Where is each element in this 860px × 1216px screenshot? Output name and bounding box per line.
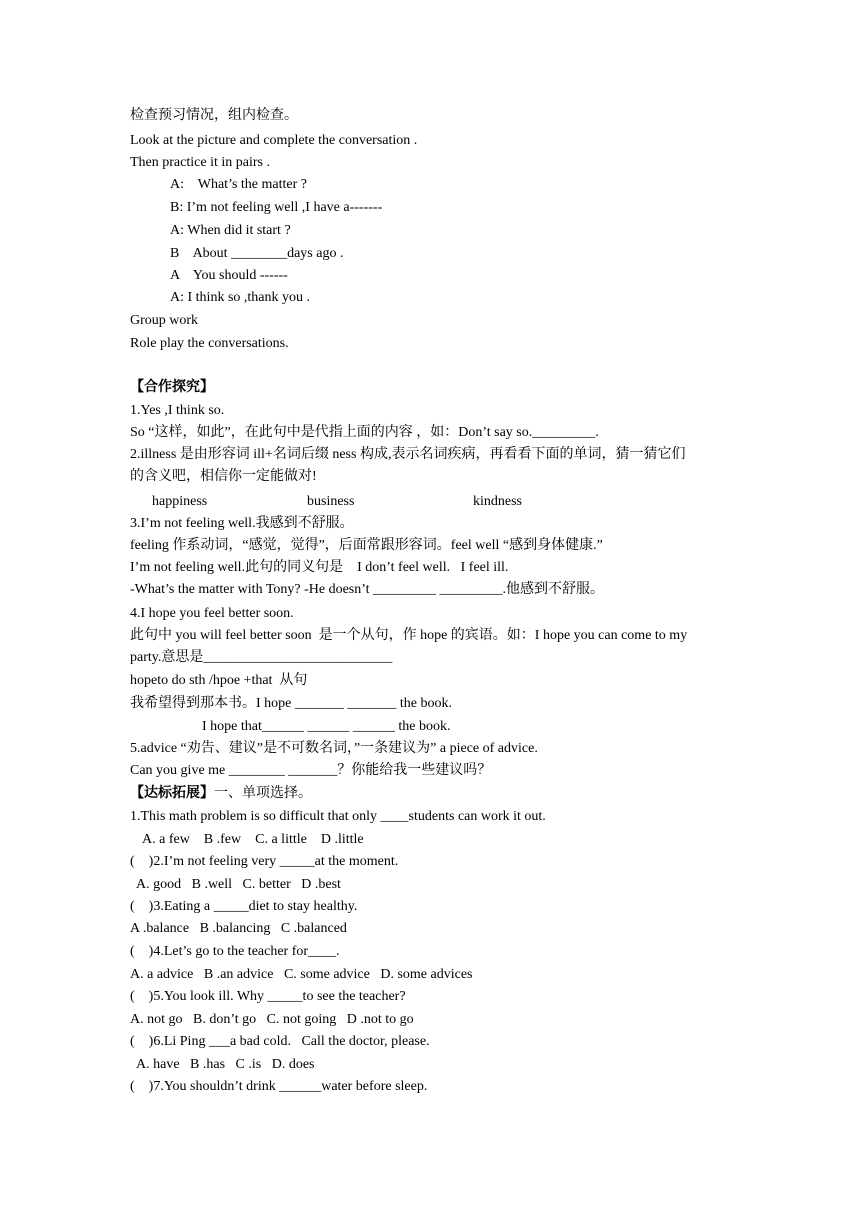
option-line: A. a few B .few C. a little D .little — [142, 832, 364, 847]
instruction-line: Then practice it in pairs . — [130, 155, 270, 170]
exercise-heading-line — [130, 785, 312, 803]
instruction-line: Look at the picture and complete the conversation . — [130, 133, 418, 148]
text-line: Role play the conversations. — [130, 336, 289, 351]
question-line: 1.This math problem is so difficult that only ____students can work it out. — [130, 809, 546, 824]
question-line: ( )3.Eating a _____diet to stay healthy. — [130, 899, 358, 914]
option-line: A .balance B .balancing C .balanced — [130, 921, 347, 936]
text-line: 我希望得到那本书。I hope _______ _______ the book. — [130, 696, 452, 711]
text-line: 的含义吧，相信你一定能做对! — [130, 469, 317, 484]
option-line: A. good B .well C. better D .best — [136, 877, 341, 892]
text-line: 4.I hope you feel better soon. — [130, 606, 294, 621]
dialogue-line: B: I’m not feeling well ,I have a------- — [170, 200, 383, 215]
dialogue-line: B About ________days ago . — [170, 246, 344, 261]
section-heading: 【达标拓展】 — [130, 786, 214, 801]
text-line: 5.advice “劝告、建议”是不可数名词，”一条建议为” a piece of advice. — [130, 741, 538, 756]
section-heading: 【合作探究】 — [130, 380, 214, 395]
text-line: party.意思是___________________________ — [130, 650, 393, 665]
text-line: hopeto do sth /hpoe +that 从句 — [130, 673, 308, 688]
text-line: 1.Yes ,I think so. — [130, 403, 225, 418]
word-business: business — [307, 494, 355, 509]
text-line: Group work — [130, 313, 199, 328]
text-line: So “这样，如此”，在此句中是代指上面的内容 ，如：Don’t say so._________. — [130, 425, 599, 440]
dialogue-line: A: I think so ,thank you . — [170, 290, 310, 305]
text-line: 3.I’m not feeling well.我感到不舒服。 — [130, 516, 354, 531]
option-line: A. not go B. don’t go C. not going D .not to go — [130, 1012, 414, 1027]
word-kindness: kindness — [473, 494, 522, 509]
text-line: Can you give me ________ _______？你能给我一些建议吗？ — [130, 763, 492, 778]
question-line: ( )4.Let’s go to the teacher for____. — [130, 944, 340, 959]
exercise-type: 一、单项选择。 — [214, 786, 312, 801]
option-line: A. have B .has C .is D. does — [136, 1057, 315, 1072]
text-line: 2.illness 是由形容词 ill+名词后缀 ness 构成,表示名词疾病，再看看下面的单词，猜一猜它们 — [130, 447, 686, 462]
word-happiness: happiness — [152, 494, 208, 509]
question-line: ( )7.You shouldn’t drink ______water before sleep. — [130, 1079, 428, 1094]
preview-check-line: 检查预习情况，组内检查。 — [130, 108, 298, 123]
question-line: ( )2.I’m not feeling very _____at the moment. — [130, 854, 399, 869]
question-line: ( )6.Li Ping ___a bad cold. Call the doctor, please. — [130, 1034, 430, 1049]
text-line: feeling 作系动词，“感觉，觉得”，后面常跟形容词。feel well “感到身体健康.” — [130, 538, 603, 553]
question-line: ( )5.You look ill. Why _____to see the teacher? — [130, 989, 406, 1004]
dialogue-line: A You should ------ — [170, 268, 288, 283]
text-line: I’m not feeling well.此句的同义句是 I don’t feel well. I feel ill. — [130, 560, 509, 575]
text-line: -What’s the matter with Tony? -He doesn’t _________ _________.他感到不舒服。 — [130, 582, 605, 597]
text-line: I hope that______ ______ ______ the book. — [202, 719, 451, 734]
dialogue-line: A: What’s the matter ? — [170, 177, 307, 192]
option-line: A. a advice B .an advice C. some advice D. some advices — [130, 967, 473, 982]
dialogue-line: A: When did it start ? — [170, 223, 291, 238]
text-line: 此句中 you will feel better soon 是一个从句，作 hope 的宾语。如：I hope you can come to my — [130, 628, 688, 643]
